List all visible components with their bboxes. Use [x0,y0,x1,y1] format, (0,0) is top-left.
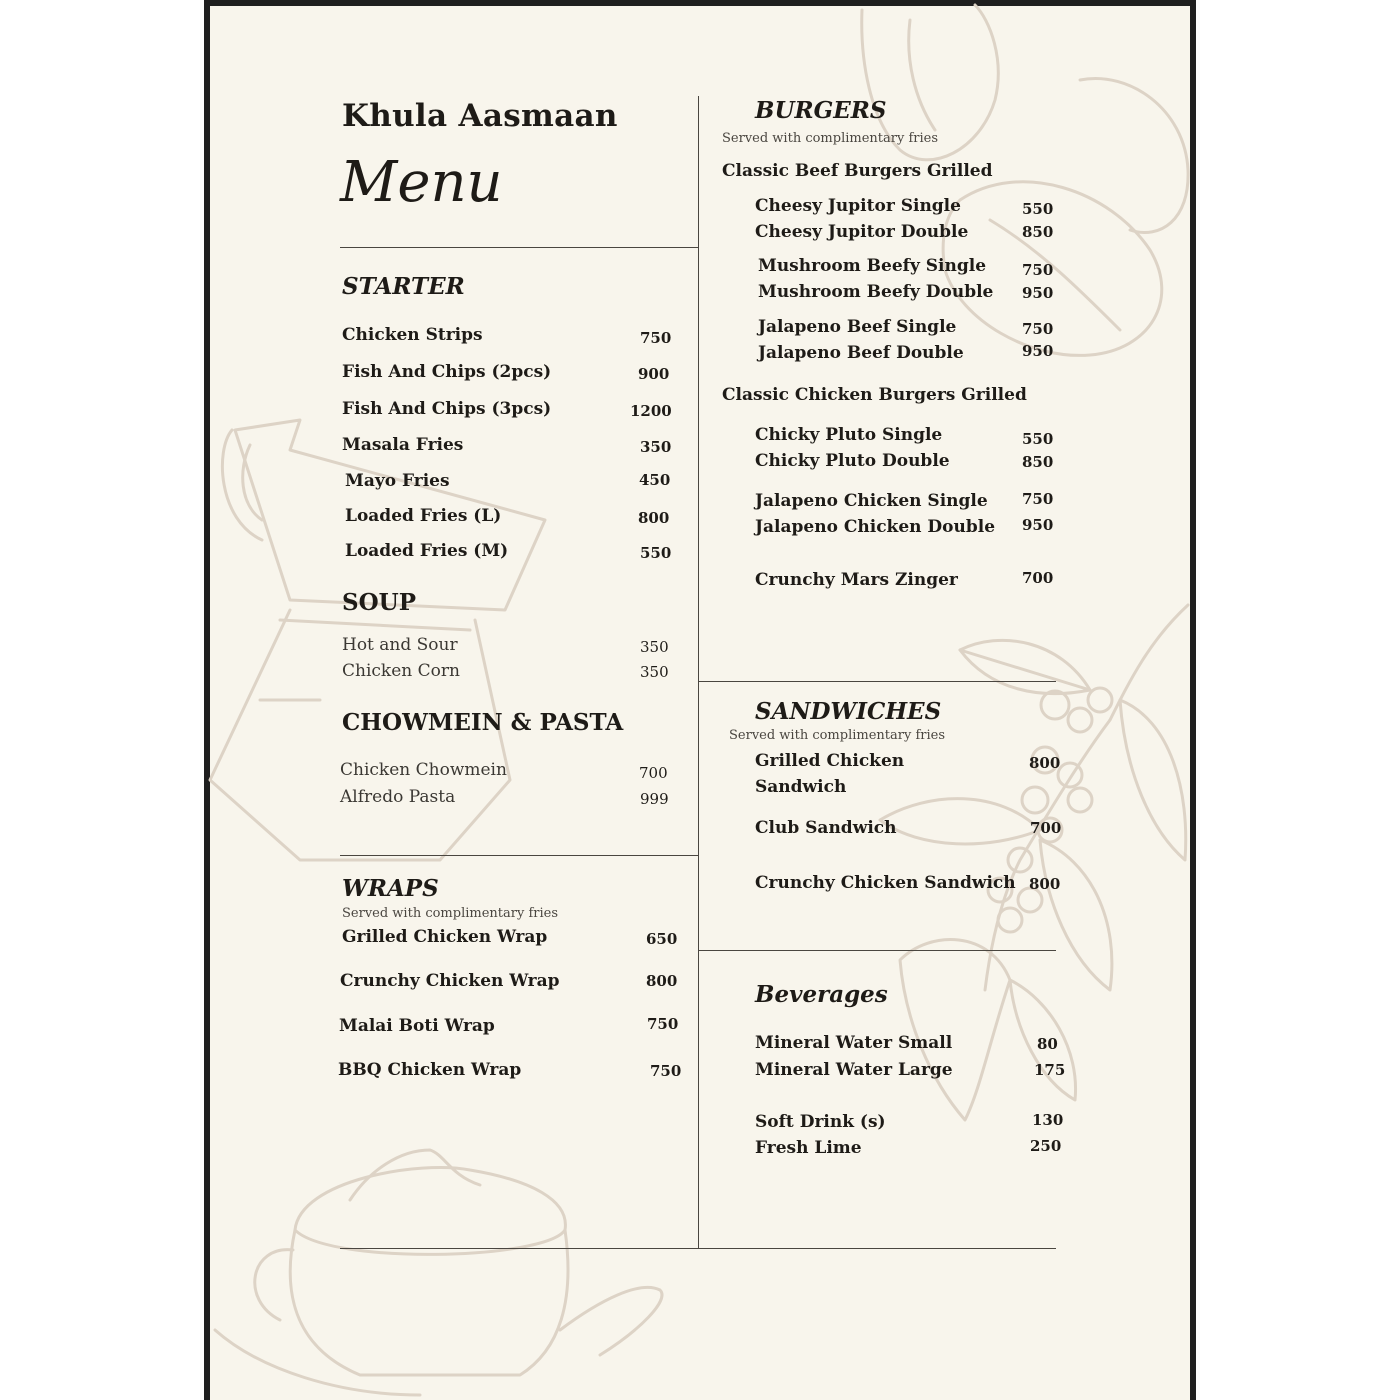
menu-item-price: 700 [1030,819,1062,837]
menu-item-price: 1200 [630,402,672,420]
menu-item-price: 950 [1022,284,1054,302]
menu-item-price: 700 [1022,569,1054,587]
menu-item-price: 800 [1029,875,1061,893]
section-title-beverages: Beverages [755,981,888,1008]
divider-line [698,681,1056,682]
divider-line [340,855,698,856]
section-note: Served with complimentary fries [722,131,938,146]
menu-item-name: Mineral Water Large [755,1060,953,1080]
menu-item-price: 800 [646,972,678,990]
menu-item-name: Masala Fries [342,435,464,455]
menu-item-name: Cheesy Jupitor Single [755,196,961,216]
divider-line [340,1248,1056,1249]
menu-item-price: 650 [646,930,678,948]
menu-item-name: Jalapeno Beef Double [758,343,964,363]
menu-item-price: 750 [1022,490,1054,508]
section-title-sandwiches: SANDWICHES [755,698,942,725]
section-title-starter: STARTER [342,273,465,300]
menu-item-name: Chicky Pluto Single [755,425,943,445]
menu-item-price: 80 [1037,1035,1058,1053]
menu-item-price: 750 [640,329,672,347]
menu-item-price: 350 [640,438,672,456]
menu-item-name: Chicky Pluto Double [755,451,950,471]
menu-item-name-line2: Sandwich [755,777,847,797]
section-title-burgers: BURGERS [755,97,887,124]
section-title-soup: SOUP [342,589,416,616]
menu-item-price: 950 [1022,516,1054,534]
menu-item-price: 999 [640,790,669,808]
restaurant-name: Khula Aasmaan [342,98,618,134]
menu-title: Menu [340,150,503,215]
menu-item-price: 750 [647,1015,679,1033]
menu-item-price: 350 [640,663,669,681]
menu-item-price: 175 [1034,1061,1066,1079]
section-note: Served with complimentary fries [729,728,945,743]
menu-item-price: 700 [639,764,668,782]
menu-item-price: 750 [650,1062,682,1080]
menu-item-price: 450 [639,471,671,489]
menu-item-name: Club Sandwich [755,818,897,838]
divider-line [340,247,698,248]
menu-item-name: Fish And Chips (3pcs) [342,399,552,419]
menu-item-price: 550 [640,544,672,562]
menu-item-name: Loaded Fries (L) [345,506,502,526]
menu-item-name: Jalapeno Chicken Single [755,491,988,511]
menu-item-name: Malai Boti Wrap [339,1016,495,1036]
menu-item-name: Mayo Fries [345,471,450,491]
section-title-wraps: WRAPS [342,875,439,902]
menu-item-name: Fish And Chips (2pcs) [342,362,552,382]
menu-item-price: 900 [638,365,670,383]
menu-item-price: 850 [1022,223,1054,241]
menu-item-name: Jalapeno Beef Single [758,317,957,337]
section-note: Served with complimentary fries [342,906,558,921]
menu-item-name: Crunchy Chicken Sandwich [755,873,1016,893]
menu-item-price: 350 [640,638,669,656]
subsection-title-beef: Classic Beef Burgers Grilled [722,161,993,181]
menu-item-name: Chicken Corn [342,661,460,681]
menu-item-price: 850 [1022,453,1054,471]
menu-item-price: 750 [1022,320,1054,338]
menu-item-name: Mushroom Beefy Double [758,282,994,302]
menu-item-name: Jalapeno Chicken Double [755,517,996,537]
menu-item-name: Alfredo Pasta [340,787,456,807]
section-title-chowmein-pasta: CHOWMEIN & PASTA [342,709,624,736]
menu-item-name: Cheesy Jupitor Double [755,222,969,242]
menu-item-name: Hot and Sour [342,635,458,655]
menu-item-price: 130 [1032,1111,1064,1129]
menu-item-price: 800 [638,509,670,527]
menu-item-price: 750 [1022,261,1054,279]
menu-item-name: Grilled Chicken Wrap [342,927,548,947]
menu-item-price: 550 [1022,200,1054,218]
menu-item-name: Mushroom Beefy Single [758,256,987,276]
menu-item-name: Chicken Strips [342,325,483,345]
menu-item-name: Soft Drink (s) [755,1112,886,1132]
menu-item-name: Chicken Chowmein [340,760,507,780]
menu-item-name: Crunchy Chicken Wrap [340,971,560,991]
divider-line [698,950,1056,951]
column-divider [698,96,699,1248]
menu-item-name: Loaded Fries (M) [345,541,509,561]
menu-item-name: Crunchy Mars Zinger [755,570,958,590]
menu-item-name: Mineral Water Small [755,1033,953,1053]
menu-item-name: Grilled Chicken [755,751,905,771]
menu-item-price: 250 [1030,1137,1062,1155]
menu-item-price: 800 [1029,754,1061,772]
menu-item-name: Fresh Lime [755,1138,862,1158]
menu-item-price: 950 [1022,342,1054,360]
subsection-title-chicken: Classic Chicken Burgers Grilled [722,385,1027,405]
menu-item-name: BBQ Chicken Wrap [338,1060,522,1080]
menu-item-price: 550 [1022,430,1054,448]
